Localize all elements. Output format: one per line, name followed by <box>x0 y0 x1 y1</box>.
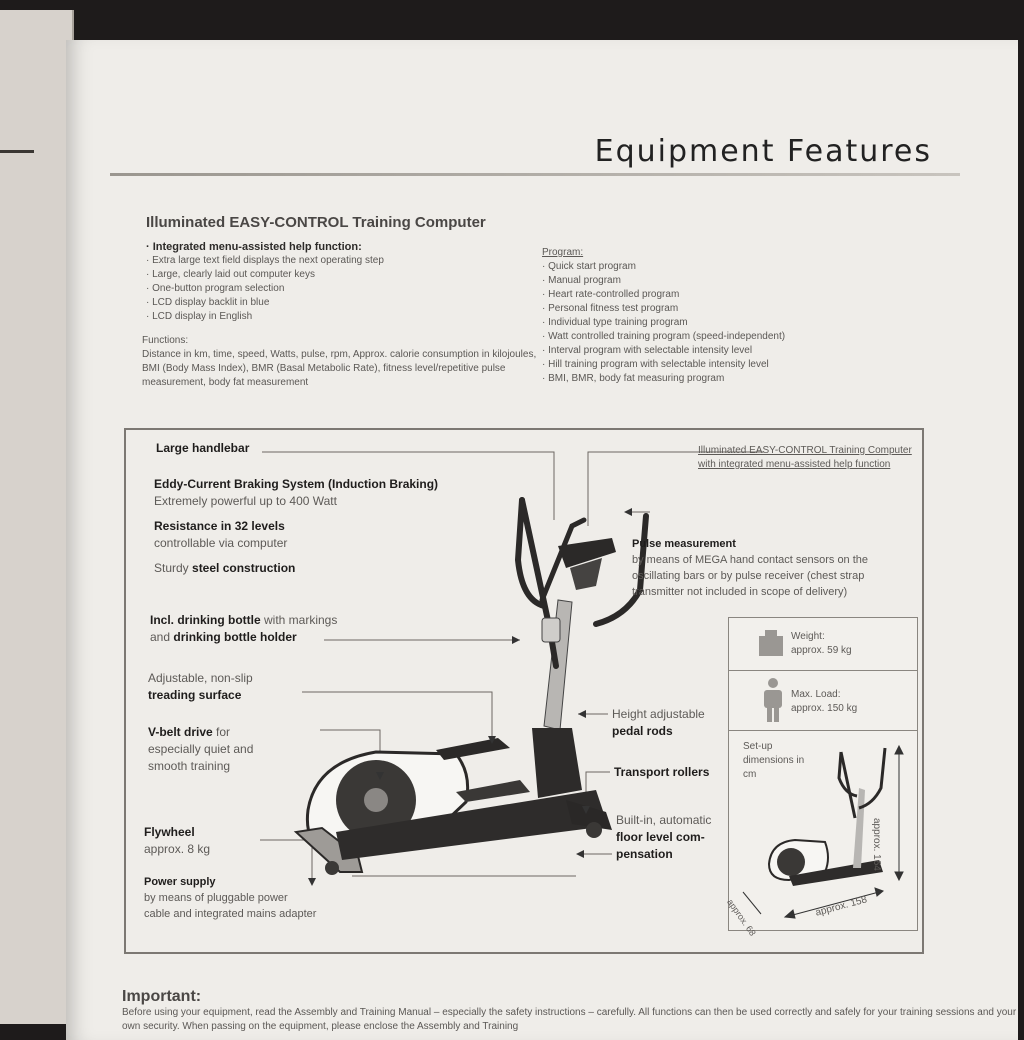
pulse-text: by means of MEGA hand contact sensors on the oscillating bars or by pulse receiver (chest strap transmitter not included in scope of delivery) <box>632 554 869 598</box>
pulse-label <box>632 536 902 600</box>
maxload-label: Max. Load: <box>791 689 841 700</box>
braking-sub: Extremely powerful up to 400 Watt <box>154 494 337 508</box>
transport-bold: Transport rollers <box>614 765 710 779</box>
help-item: · Extra large text field displays the next operating step <box>146 255 384 266</box>
program-item: · Hill training program with selectable intensity level <box>542 359 769 370</box>
power-line-2: cable and integrated mains adapter <box>144 908 317 920</box>
program-item: · Manual program <box>542 275 621 286</box>
help-heading: · Integrated menu-assisted help function: <box>146 241 362 253</box>
vbelt-line-3: smooth training <box>148 759 231 773</box>
feature-diagram <box>124 428 924 954</box>
program-item: · Individual type training program <box>542 317 688 328</box>
computer-title: Illuminated EASY-CONTROL Training Computer <box>146 214 486 231</box>
help-item: · Large, clearly laid out computer keys <box>146 269 315 280</box>
flywheel-label <box>144 824 210 858</box>
power-supply-label <box>144 874 316 922</box>
resistance-sub: controllable via computer <box>154 536 288 550</box>
vbelt-label <box>148 724 253 775</box>
setup-dimensions-illustration <box>729 618 917 930</box>
program-list <box>542 246 872 386</box>
program-item: · BMI, BMR, body fat measuring program <box>542 373 725 384</box>
program-item: · Watt controlled training program (speed-independent) <box>542 331 786 342</box>
sturdy-prefix: Sturdy <box>154 561 193 575</box>
spec-box <box>725 617 918 938</box>
setup-label: Set-up dimensions in cm <box>743 741 805 780</box>
computer-callout-text: Illuminated EASY-CONTROL Training Computer with integrated menu-assisted help function <box>698 445 912 470</box>
transport-rollers-label <box>614 764 709 781</box>
pedal-rods-label <box>612 706 705 740</box>
sturdy-bold: steel construction <box>192 561 296 575</box>
weight-value: approx. 59 kg <box>791 645 852 656</box>
pedal-line-1: Height adjustable <box>612 707 705 721</box>
floor-line-1: Built-in, automatic <box>616 813 712 827</box>
flywheel-title: Flywheel <box>144 825 195 839</box>
treading-surface-label <box>148 670 253 704</box>
flywheel-sub: approx. 8 kg <box>144 842 211 856</box>
resistance-title: Resistance in 32 levels <box>154 519 285 533</box>
title-rule <box>110 173 960 176</box>
left-page-rule <box>0 150 34 153</box>
power-line-1: by means of pluggable power <box>144 892 288 904</box>
program-item: · Personal fitness test program <box>542 303 679 314</box>
drinking-bottle-label <box>150 612 337 646</box>
steel-construction-label <box>154 560 295 577</box>
help-item: · LCD display in English <box>146 311 253 322</box>
important-text: Before using your equipment, read the Assembly and Training Manual – especially the safety instructions – carefully. All functions can then be used correctly and safely for your training sessions and your own security. When passing on the equipment, please enclose the Assembly and Training <box>122 1007 1017 1032</box>
floor-compensation-label <box>616 812 711 863</box>
dim-length: approx. 158 <box>814 894 869 919</box>
functions-block <box>142 334 542 390</box>
page-title: Equipment Features <box>594 134 932 169</box>
help-function-list <box>146 240 526 324</box>
left-page-edge <box>0 10 74 1024</box>
program-item: · Heart rate-controlled program <box>542 289 680 300</box>
important-title: Important: <box>122 988 202 1005</box>
resistance-label <box>154 518 287 552</box>
program-label: Program: <box>542 247 584 258</box>
power-title: Power supply <box>144 876 216 888</box>
program-item: · Quick start program <box>542 261 636 272</box>
bottle-rest-1: with markings <box>260 613 338 627</box>
functions-label: Functions: <box>142 335 189 346</box>
maxload-value: approx. 150 kg <box>791 703 858 714</box>
floor-bold-1: floor level com- <box>616 830 705 844</box>
vbelt-line-2: especially quiet and <box>148 742 254 756</box>
help-item: · LCD display backlit in blue <box>146 297 270 308</box>
braking-title: Eddy-Current Braking System (Induction Braking) <box>154 477 439 491</box>
help-item: · One-button program selection <box>146 283 285 294</box>
dim-width: approx. 68 <box>725 897 758 938</box>
pedal-bold: pedal rods <box>612 724 673 738</box>
large-handlebar-text: Large handlebar <box>156 441 250 455</box>
bottle-bold-1: Incl. drinking bottle <box>150 613 261 627</box>
document-page <box>66 40 1018 1040</box>
functions-text: Distance in km, time, speed, Watts, pulse, rpm, Approx. calorie consumption in kilojoules, BMI (Body Mass Index), BMR (Basal Metabolic Rate), fitness level/repetitive pulse measurement, body fat measurement <box>142 349 537 388</box>
dim-height: approx. 164 <box>871 818 882 871</box>
computer-callout <box>698 444 914 472</box>
bottle-rest-2: and <box>150 630 174 644</box>
tread-bold: treading surface <box>148 688 242 702</box>
braking-label <box>154 476 514 510</box>
floor-bold-2: pensation <box>616 847 673 861</box>
bottle-bold-2: drinking bottle holder <box>173 630 297 644</box>
vbelt-rest: for <box>212 725 231 739</box>
pulse-title: Pulse measurement <box>632 538 736 550</box>
tread-line-1: Adjustable, non-slip <box>148 671 253 685</box>
large-handlebar-label <box>156 440 249 457</box>
program-item: · Interval program with selectable intensity level <box>542 345 753 356</box>
weight-label: Weight: <box>791 631 825 642</box>
vbelt-bold: V-belt drive <box>148 725 213 739</box>
